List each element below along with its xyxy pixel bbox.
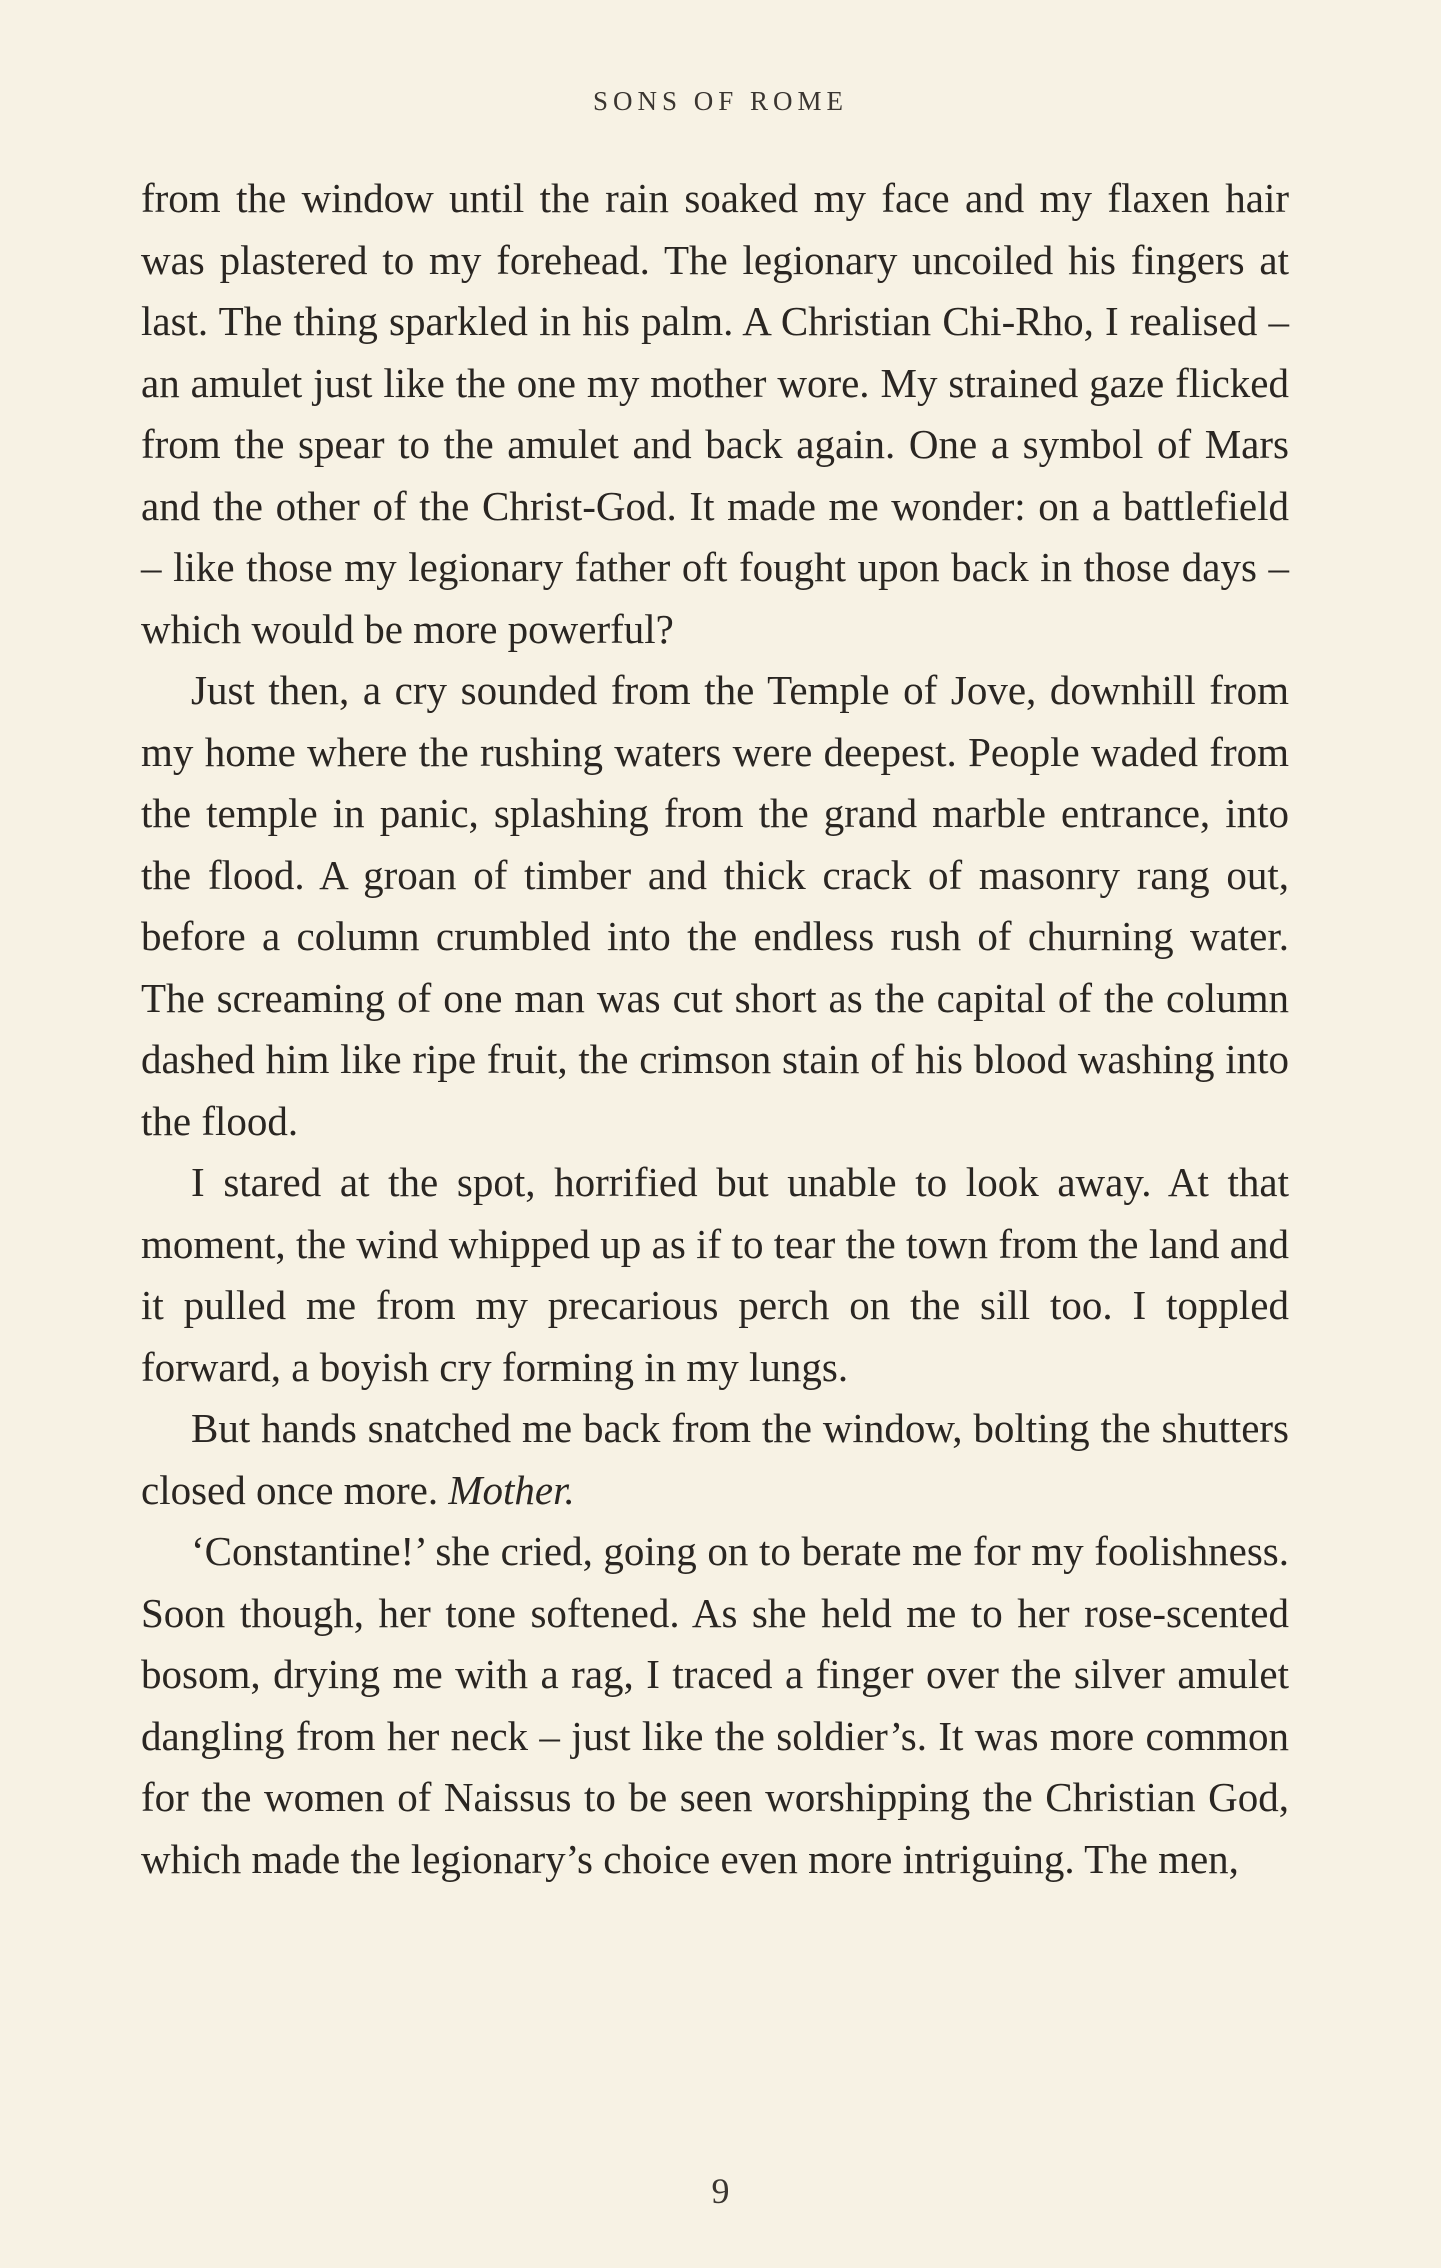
paragraph-2: Just then, a cry sounded from the Temple of Jove, downhill from my home where the rushing waters were deepest. People waded from the temple in panic, splashing from the grand marble entrance, into the flood. A groan of timber and thick crack of masonry rang out, before a column crumbled into the endless rush of churning water. The screaming of one man was cut short as the capital of the column dashed him like ripe fruit, the crimson stain of his blood washing into the flood. — [141, 667, 1289, 1144]
paragraph-5: ‘Constantine!’ she cried, going on to berate me for my foolishness. Soon though, her tone softened. As she held me to her rose-scented bosom, drying me with a rag, I traced a finger over the silver amulet dangling from her neck – just like the soldier’s. It was more common for the women of Naissus to be seen worshipping the Christian God, which made the legionary’s choice even more intriguing. The men, — [141, 1528, 1289, 1882]
paragraph-3: I stared at the spot, horrified but unable to look away. At that moment, the wind whipped up as if to tear the town from the land and it pulled me from my precarious perch on the sill too. I toppled forward, a boyish cry forming in my lungs. — [141, 1159, 1289, 1390]
paragraph-1: from the window until the rain soaked my face and my flaxen hair was plastered to my forehead. The legionary uncoiled his fingers at last. The thing sparkled in his palm. A Christian Chi-Rho, I realised – an amulet just like the one my mother wore. My strained gaze flicked from the spear to the amulet and back again. One a symbol of Mars and the other of the Christ-God. It made me wonder: on a battlefield – like those my legionary father oft fought upon back in those days – which would be more powerful? — [141, 175, 1289, 652]
paragraph-4 — [141, 1398, 1289, 1521]
paragraph-4-italic: Mother. — [448, 1466, 575, 1513]
body-text — [141, 168, 1289, 1890]
running-head: SONS OF ROME — [592, 86, 849, 116]
page-number: 9 — [711, 2171, 730, 2211]
paragraph-4-text: But hands snatched me back from the window, bolting the shutters closed once more. — [141, 1405, 1289, 1513]
